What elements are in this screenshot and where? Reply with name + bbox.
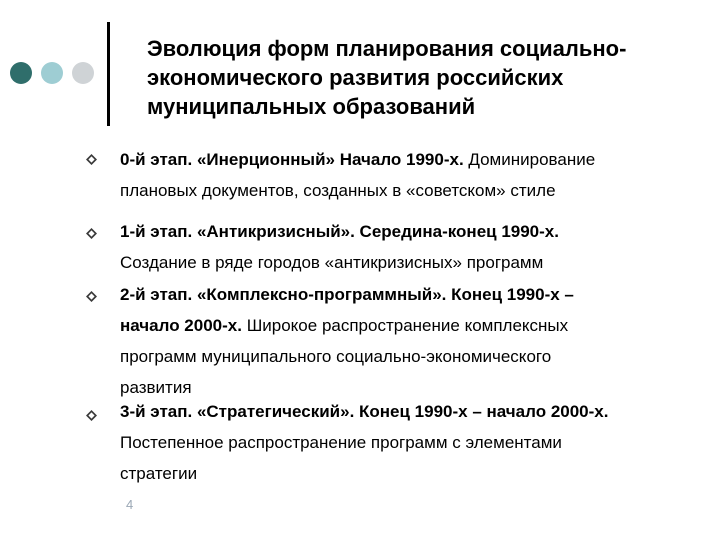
stage-line bbox=[120, 396, 710, 427]
stage-item-text bbox=[120, 279, 710, 403]
stage-body-text: Постепенное распространение программ с элементами bbox=[120, 433, 562, 452]
stage-line bbox=[120, 427, 710, 458]
stage-line bbox=[120, 458, 710, 489]
title-line: муниципальных образований bbox=[147, 94, 476, 119]
stage-heading-text: 1-й этап. «Антикризисный». Середина-конец 1990-х. bbox=[120, 222, 559, 241]
diamond-bullet-icon bbox=[86, 228, 97, 239]
stage-heading-text: 2-й этап. «Комплексно-программный». Конец 1990-х – bbox=[120, 285, 574, 304]
stage-item-text bbox=[120, 144, 710, 206]
stage-line bbox=[120, 144, 710, 175]
diamond-bullet-icon bbox=[86, 410, 97, 421]
stage-item-text bbox=[120, 216, 710, 278]
stage-heading-text: 0-й этап. «Инерционный» Начало 1990-х. bbox=[120, 150, 464, 169]
stage-heading-text: начало 2000-х. bbox=[120, 316, 242, 335]
stage-body-text: Широкое распространение комплексных bbox=[241, 316, 569, 335]
page-number: 4 bbox=[126, 497, 134, 512]
stage-body-text: Доминирование bbox=[463, 150, 596, 169]
stage-line bbox=[120, 310, 710, 341]
stage-heading-text: 3-й этап. «Стратегический». Конец 1990-х – начало 2000-х. bbox=[120, 402, 609, 421]
title-line: Эволюция форм планирования социально- bbox=[147, 36, 627, 61]
stage-line bbox=[120, 341, 710, 372]
diamond-bullet-icon bbox=[86, 291, 97, 302]
stage-body-text: развития bbox=[120, 378, 192, 397]
stage-line bbox=[120, 175, 710, 206]
stage-item-text bbox=[120, 396, 710, 489]
stage-body-text: плановых документов, созданных в «советском» стиле bbox=[120, 181, 556, 200]
diamond-bullet-icon bbox=[86, 154, 97, 165]
stage-body-text: программ муниципального социально-экономического bbox=[120, 347, 552, 366]
stage-line bbox=[120, 279, 710, 310]
stage-line bbox=[120, 247, 710, 278]
stage-line bbox=[120, 216, 710, 247]
stage-body-text: стратегии bbox=[120, 464, 198, 483]
title-line: экономического развития российских bbox=[147, 65, 564, 90]
stage-body-text: Создание в ряде городов «антикризисных» программ bbox=[120, 253, 544, 272]
